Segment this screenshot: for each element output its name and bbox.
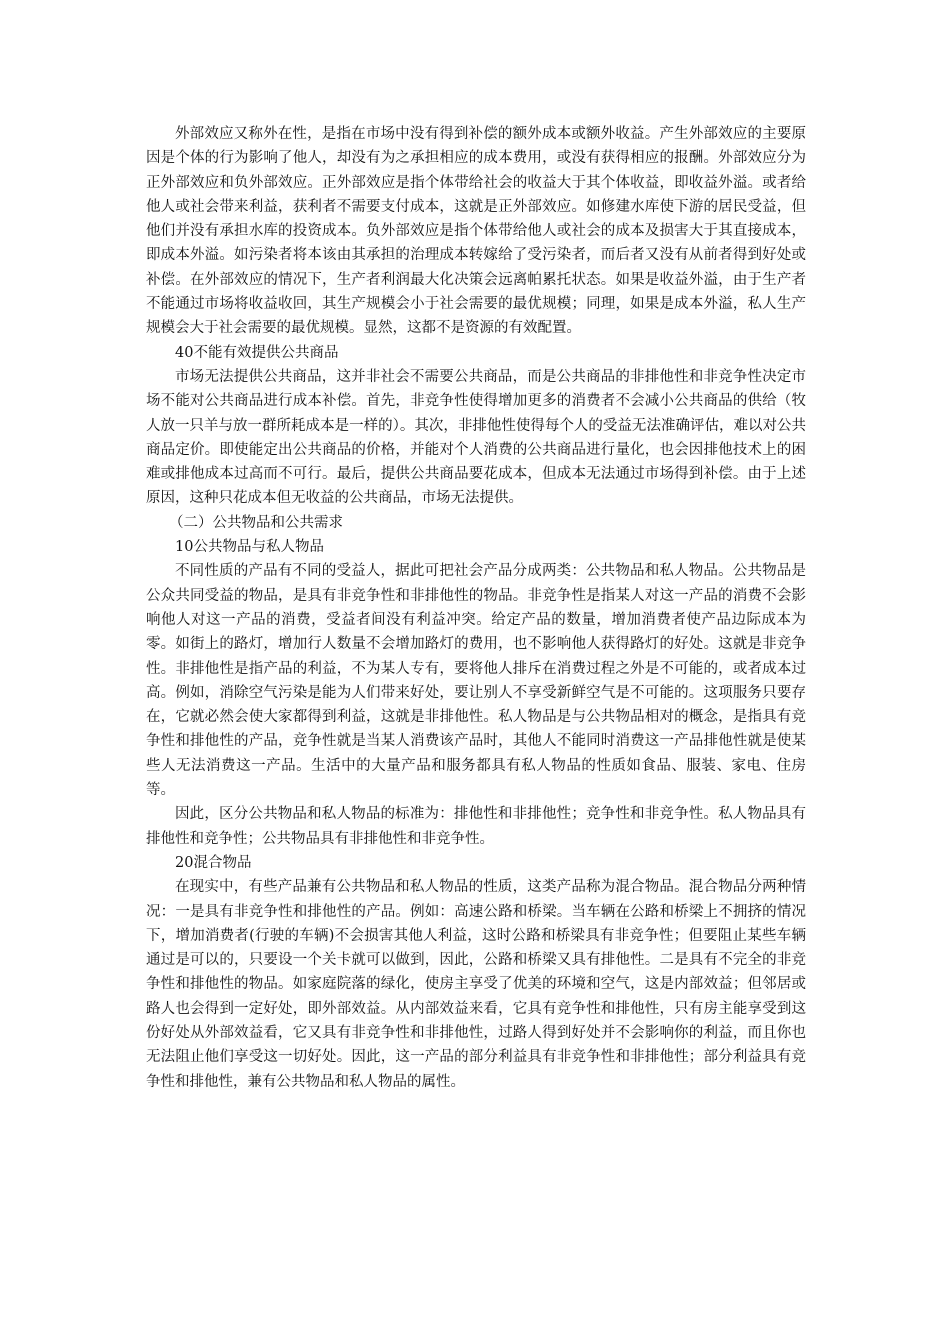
document-body bbox=[146, 122, 806, 1094]
section-heading-public-goods-demand: （二）公共物品和公共需求 bbox=[169, 514, 343, 531]
paragraph-classification-criteria: 因此，区分公共物品和私人物品的标准为：排他性和非排他性；竞争性和非竞争性。私人物品具有排他性和竞争性；公共物品具有非排他性和非竞争性。 bbox=[146, 806, 806, 847]
heading-public-goods-supply: 40不能有效提供公共商品 bbox=[175, 344, 339, 361]
paragraph-public-goods-supply: 市场无法提供公共商品，这并非社会不需要公共商品，而是公共商品的非排他性和非竞争性决定市场不能对公共商品进行成本补偿。首先，非竞争性使得增加更多的消费者不会减小公共商品的供给（牧人放一只羊与放一群所耗成本是一样的）。其次，非排他性使得每个人的受益无法准确评估，难以对公共商品定价。即使能定出公共商品的价格，并能对个人消费的公共商品进行量化，也会因排他技术上的困难或排他成本过高而不可行。最后，提供公共商品要花成本，但成本无法通过市场得到补偿。由于上述原因，这种只花成本但无收益的公共商品，市场无法提供。 bbox=[146, 368, 806, 507]
paragraph-external-effects: 外部效应又称外在性，是指在市场中没有得到补偿的额外成本或额外收益。产生外部效应的主要原因是个体的行为影响了他人，却没有为之承担相应的成本费用，或没有获得相应的报酬。外部效应分为正外部效应和负外部效应。正外部效应是指个体带给社会的收益大于其个体收益，即收益外溢。或者给他人或社会带来利益，获利者不需要支付成本，这就是正外部效应。如修建水库使下游的居民受益，但他们并没有承担水库的投资成本。负外部效应是指个体带给他人或社会的成本及损害大于其直接成本，即成本外溢。如污染者将本该由其承担的治理成本转嫁给了受污染者，而后者又没有从前者得到好处或补偿。在外部效应的情况下，生产者利润最大化决策会远离帕累托状态。如果是收益外溢，由于生产者不能通过市场将收益收回，其生产规模会小于社会需要的最优规模；同理，如果是成本外溢，私人生产规模会大于社会需要的最优规模。显然，这都不是资源的有效配置。 bbox=[146, 126, 806, 337]
heading-mixed-goods: 20混合物品 bbox=[175, 854, 252, 871]
paragraph-public-vs-private-goods: 不同性质的产品有不同的受益人，据此可把社会产品分成两类：公共物品和私人物品。公共物品是公众共同受益的物品，是具有非竞争性和非排他性的物品。非竞争性是指某人对这一产品的消费不会影响他人对这一产品的消费，受益者间没有利益冲突。给定产品的数量，增加消费者使产品边际成本为零。如街上的路灯，增加行人数量不会增加路灯的费用，也不影响他人获得路灯的好处。这就是非竞争性。非排他性是指产品的利益，不为某人专有，要将他人排斥在消费过程之外是不可能的，或者成本过高。例如，消除空气污染是能为人们带来好处，要让别人不享受新鲜空气是不可能的。这项服务只要存在，它就必然会使大家都得到利益，这就是非排他性。私人物品是与公共物品相对的概念，是指具有竞争性和排他性的产品，竞争性就是当某人消费该产品时，其他人不能同时消费这一产品排他性就是使某些人无法消费这一产品。生活中的大量产品和服务都具有私人物品的性质如食品、服装、家电、住房等。 bbox=[146, 563, 806, 799]
heading-public-vs-private-goods: 10公共物品与私人物品 bbox=[175, 539, 324, 556]
paragraph-mixed-goods: 在现实中，有些产品兼有公共物品和私人物品的性质，这类产品称为混合物品。混合物品分两种情况：一是具有非竞争性和排他性的产品。例如：高速公路和桥梁。当车辆在公路和桥梁上不拥挤的情况下，增加消费者(行驶的车辆)不会损害其他人利益，这时公路和桥梁具有非竞争性；但要阻止某些车辆通过是可以的，只要设一个关卡就可以做到，因此，公路和桥梁又具有排他性。二是具有不完全的非竞争性和排他性的物品。如家庭院落的绿化，使房主享受了优美的环境和空气，这是内部效益；但邻居或路人也会得到一定好处，即外部效益。从内部效益来看，它具有竞争性和排他性，只有房主能享受到这份好处从外部效益看，它又具有非竞争性和非排他性，过路人得到好处并不会影响你的利益，而且你也无法阻止他们享受这一切好处。因此，这一产品的部分利益具有非竞争性和非排他性；部分利益具有竞争性和排他性，兼有公共物品和私人物品的属性。 bbox=[146, 879, 806, 1090]
